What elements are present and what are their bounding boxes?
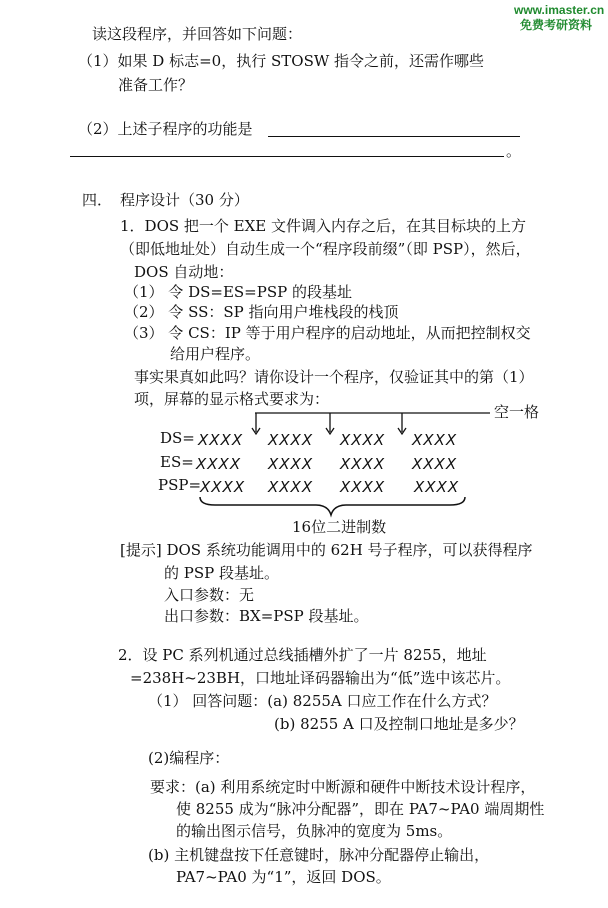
p2-req-line1: 要求：(a) 利用系统定时中断源和硬件中断技术设计程序， [150,778,536,796]
p1-line3: DOS 自动地： [134,263,234,281]
watermark-site: www.imaster.cn [514,3,605,17]
psp-group-4: XXXX [414,478,460,496]
p2-line2: =238H~23BH，口地址译码器输出为“低”选中该芯片。 [130,669,511,687]
psp-label: PSP= [158,476,202,494]
p2-req-b-line2: PA7~PA0 为“1”，返回 DOS。 [176,868,391,886]
es-group-2: XXXX [268,455,314,473]
ds-group-1: XXXX [198,431,244,449]
section4-title: 程序设计（30 分） [120,191,249,209]
p1-item3a: （3） 令 CS：IP 等于用户程序的启动地址，从而把控制权交 [124,324,531,342]
psp-group-2: XXXX [268,478,314,496]
q2-end: 。 [506,142,522,160]
intro-line: 读这段程序，并回答如下问题： [92,25,303,43]
p2-req-line2: 使 8255 成为“脉冲分配器”，即在 PA7~PA0 端周期性 [176,800,545,818]
p1-ask1: 事实果真如此吗？请你设计一个程序，仅验证其中的第（1） [134,368,534,386]
ds-group-4: XXXX [412,431,458,449]
es-group-4: XXXX [412,455,458,473]
p1-item3b: 给用户程序。 [170,345,261,363]
ds-group-3: XXXX [340,431,386,449]
q2-line1: （2）上述子程序的功能是 [78,120,253,138]
watermark-tagline: 免费考研资料 [520,18,593,32]
q1-line2: 准备工作？ [118,76,194,94]
hint-exit: 出口参数：BX=PSP 段基址。 [164,607,369,625]
q2-answer-line-1 [268,136,520,137]
psp-group-3: XXXX [340,478,386,496]
p1-ask2: 项，屏幕的显示格式要求为： [134,390,330,408]
es-group-3: XXXX [340,455,386,473]
p2-program-heading: (2)编程序： [148,749,230,767]
p1-line1: 1．DOS 把一个 EXE 文件调入内存之后，在其目标块的上方 [120,217,527,235]
p2-line1: 2．设 PC 系列机通过总线插槽外扩了一片 8255，地址 [118,646,487,664]
p1-item2: （2） 令 SS：SP 指向用户堆栈段的栈顶 [124,303,399,321]
p2-question-a: （1） 回答问题：(a) 8255A 口应工作在什么方式？ [148,692,497,710]
q2-answer-line-2 [70,156,504,157]
p1-item1: （1） 令 DS=ES=PSP 的段基址 [124,283,352,301]
section4-number: 四． [82,191,113,209]
hint-line2: 的 PSP 段基址。 [164,564,279,582]
p1-line2: （即低地址处）自动生成一个“程序段前缀”（即 PSP），然后， [120,240,531,258]
q1-line1: （1）如果 D 标志=0，执行 STOSW 指令之前，还需作哪些 [78,52,485,70]
psp-group-1: XXXX [200,478,246,496]
p2-req-line3: 的输出图示信号，负脉冲的宽度为 5ms。 [176,822,453,840]
brace-label: 16位二进制数 [292,518,387,536]
ds-label: DS= [160,429,195,447]
es-group-1: XXXX [196,455,242,473]
ds-group-2: XXXX [268,431,314,449]
p2-question-b: (b) 8255 A 口及控制口地址是多少？ [274,715,524,733]
hint-entry: 入口参数：无 [164,586,255,604]
es-label: ES= [160,453,194,471]
space-note: 空一格 [494,403,540,421]
p2-req-b-line1: (b) 主机键盘按下任意键时，脉冲分配器停止输出， [148,846,490,864]
hint-line1: [提示] DOS 系统功能调用中的 62H 号子程序，可以获得程序 [120,541,533,559]
